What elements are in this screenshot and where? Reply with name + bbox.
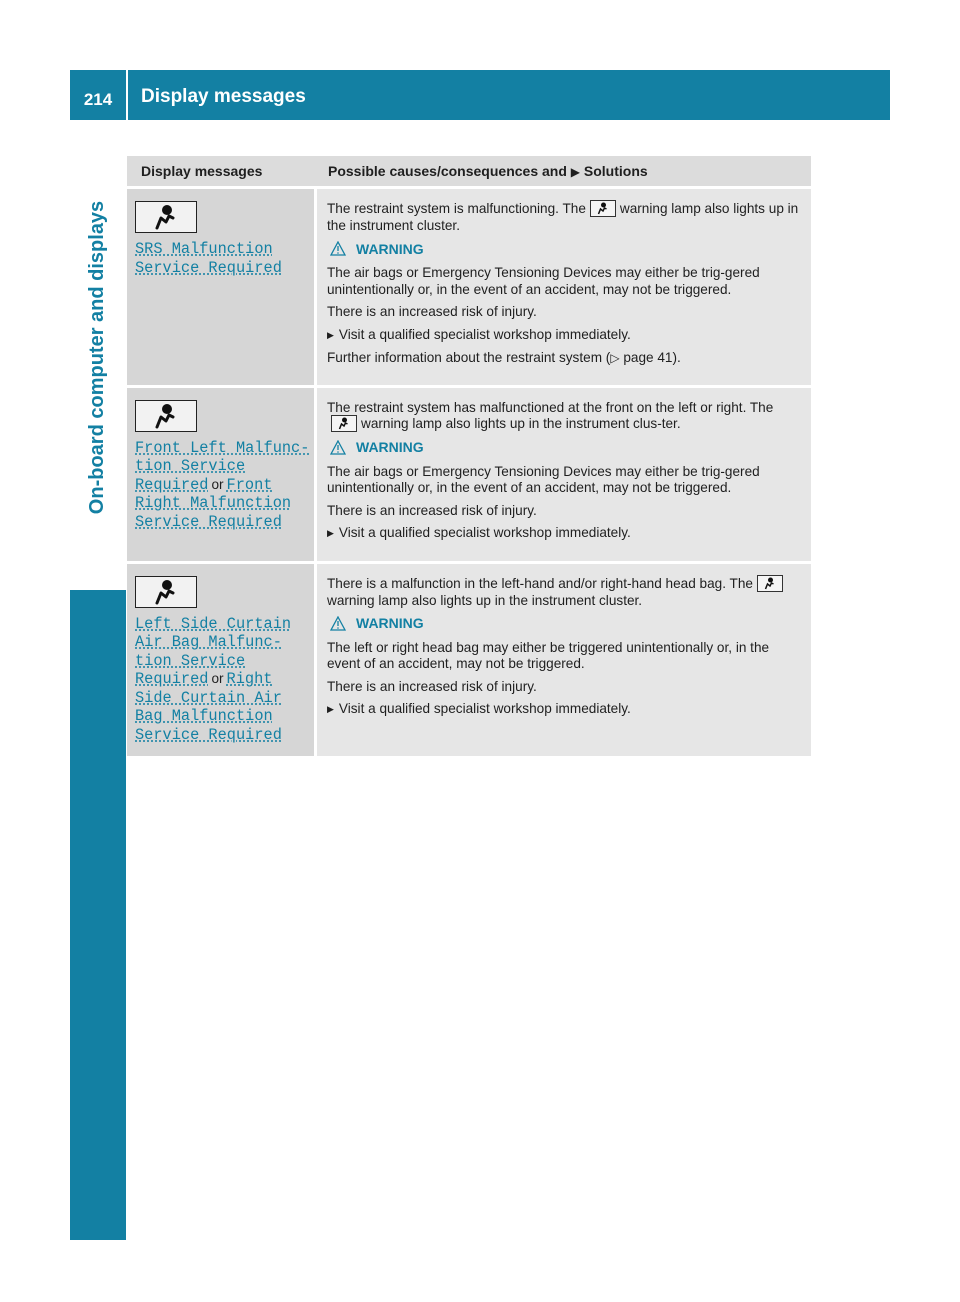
column-header-display: Display messages: [141, 163, 263, 179]
display-message: Service Required: [135, 258, 282, 277]
page-number: 214: [83, 90, 113, 109]
risk-text: There is an increased risk of injury.: [327, 678, 537, 694]
solution-cell: [317, 388, 811, 561]
display-message-line: Required or Front: [135, 475, 273, 494]
display-messages-table: [127, 156, 811, 759]
section-side-label: On-board computer and displays: [86, 200, 109, 515]
warning-text: The air bags or Emergency Tensioning Devices may either be trig-gered unintentionally or, in the event of an accident, may not be triggered.: [327, 463, 760, 495]
warning-heading: WARNING: [330, 241, 801, 258]
risk-text: There is an increased risk of injury.: [327, 304, 537, 319]
table-row: [127, 564, 811, 757]
airbag-inline-icon: [757, 575, 783, 592]
warning-heading: WARNING: [330, 615, 801, 632]
solution-cell: [317, 189, 811, 385]
warning-text: The air bags or Emergency Tensioning Devices may either be trig-gered unintentionally or, in the event of an accident, may not be triggered.: [327, 265, 760, 297]
cause-text: The restraint system has malfunctioned at the front on the left or right. The warning lamp also lights up in the instrument clus-ter.: [327, 399, 774, 432]
warning-heading: WARNING: [330, 439, 801, 456]
page-link[interactable]: page 41).: [623, 350, 681, 365]
display-message: tion Service: [135, 651, 246, 670]
page-reference-icon: ▷: [610, 351, 620, 365]
risk-text: There is an increased risk of injury.: [327, 502, 537, 518]
display-message: Right Malfunction: [135, 494, 292, 512]
section-side-tab: [70, 125, 126, 590]
display-message: Left Side Curtain: [135, 614, 292, 633]
solution-step: ▶ Visit a qualified specialist workshop immediately.: [327, 327, 801, 345]
warning-triangle-icon: [330, 440, 346, 455]
page-header: [70, 70, 890, 120]
column-header-causes: Possible causes/consequences and ▶ Solutions: [328, 163, 648, 179]
warning-triangle-icon: [330, 616, 346, 631]
cause-text: The restraint system is malfunctioning. The warning lamp also lights up in the instrument cluster.: [327, 201, 799, 233]
solution-cell: [317, 564, 811, 757]
airbag-warning-icon: [135, 576, 197, 608]
solution-step: ▶ Visit a qualified specialist workshop immediately.: [327, 525, 801, 543]
solution-step: ▶ Visit a qualified specialist workshop immediately.: [327, 701, 801, 719]
page-title: Display messages: [141, 86, 306, 107]
message-cell: [127, 189, 314, 385]
further-info: Further information about the restraint system (▷ page 41).: [327, 350, 681, 365]
airbag-inline-icon: [590, 200, 616, 217]
display-message: Service Required: [135, 725, 282, 744]
solutions-arrow-icon: ▶: [570, 165, 581, 179]
airbag-inline-icon: [331, 415, 357, 432]
display-message: tion Service: [135, 457, 246, 475]
display-message: Front Left Malfunc‐: [135, 438, 310, 457]
display-message: Side Curtain Air: [135, 688, 282, 707]
side-tab-block: [70, 590, 126, 1240]
table-header: [127, 156, 811, 186]
message-cell: [127, 564, 314, 757]
table-row: [127, 189, 811, 385]
display-message: Air Bag Malfunc‐: [135, 633, 282, 651]
cause-text: There is a malfunction in the left-hand and/or right-hand head bag. The warning lamp also lights up in the instrument cluster.: [327, 576, 801, 610]
display-message: Bag Malfunction: [135, 707, 273, 725]
table-row: [127, 388, 811, 561]
message-cell: [127, 388, 314, 561]
display-message: SRS Malfunction: [135, 240, 273, 258]
airbag-warning-icon: [135, 201, 197, 233]
warning-text: The left or right head bag may either be triggered unintentionally or, in the event of an accident, may not be triggered.: [327, 639, 770, 671]
display-message-line: Required or Right: [135, 670, 273, 688]
warning-triangle-icon: [330, 241, 346, 256]
display-message: Service Required: [135, 512, 282, 531]
airbag-warning-icon: [135, 400, 197, 432]
